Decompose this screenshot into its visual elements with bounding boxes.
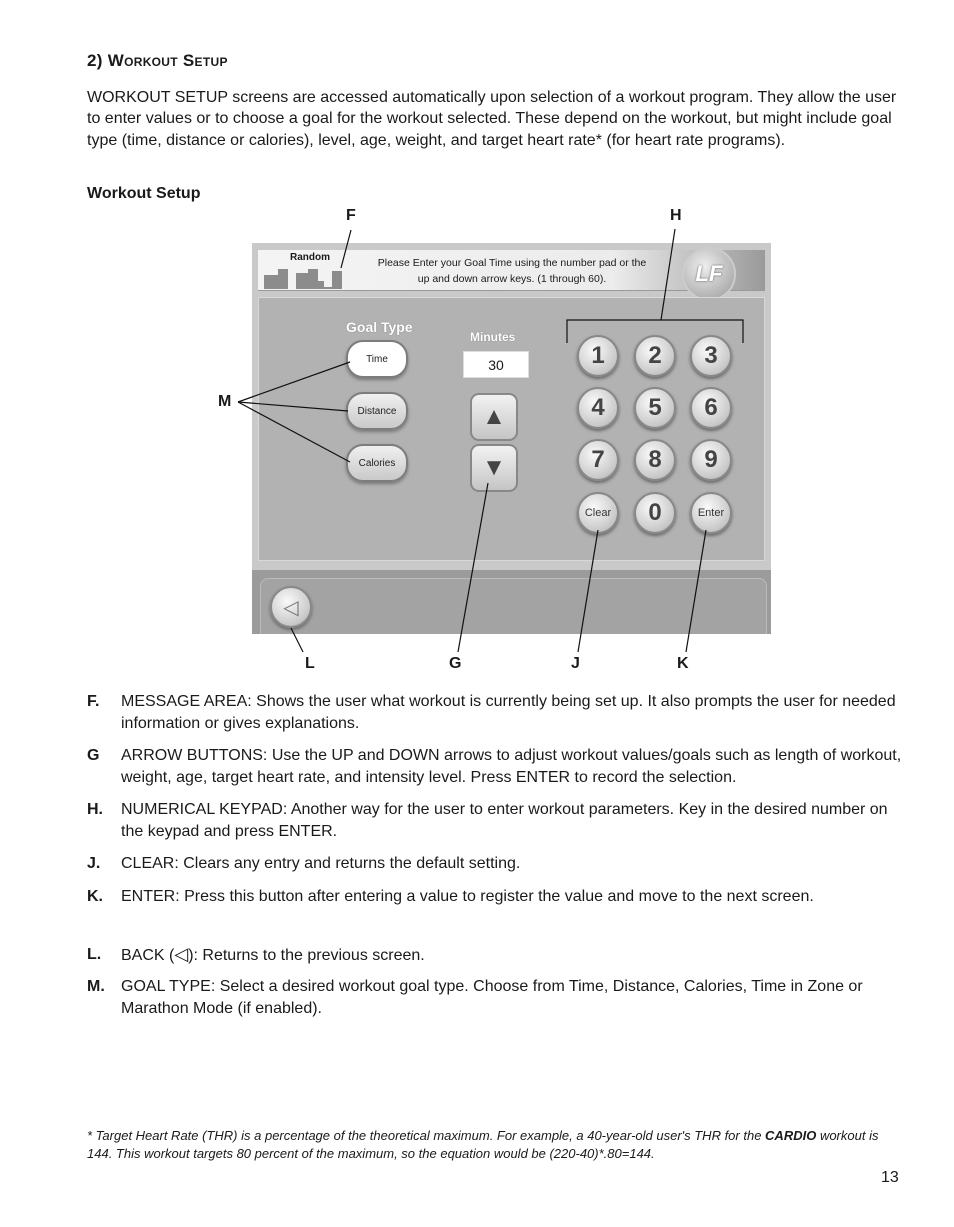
keypad-3-button[interactable]: 3 [690, 335, 732, 377]
item-l [87, 944, 907, 967]
item-label: K. [87, 888, 103, 905]
item-label: G [87, 747, 100, 764]
footnote-text-1: * Target Heart Rate (THR) is a percentage of the theoretical maximum. For example, a 40-year-old user's THR for the [87, 1128, 766, 1143]
callout-m: M [218, 393, 232, 410]
keypad-5-button[interactable]: 5 [634, 387, 676, 429]
goal-time-button[interactable]: Time [346, 340, 408, 378]
keypad-1-button[interactable]: 1 [577, 335, 619, 377]
section-heading [87, 51, 228, 71]
item-label: J. [87, 855, 101, 872]
footnote-bold: CARDIO [765, 1128, 817, 1143]
page-number: 13 [881, 1169, 899, 1186]
figure-subheading: Workout Setup [87, 185, 201, 202]
keypad-2-button[interactable]: 2 [634, 335, 676, 377]
footnote-text-2: workout is 144. This workout targets 80 percent of the maximum, so the equation would be (220-40)*.80=144. [87, 1128, 879, 1161]
item-text-before: BACK ( [121, 947, 175, 964]
item-text [121, 944, 907, 967]
item-label: H. [87, 801, 103, 818]
minutes-value-field[interactable]: 30 [463, 351, 529, 378]
item-h [87, 799, 907, 842]
item-j [87, 853, 907, 875]
section-number: 2) [87, 51, 103, 70]
callout-j: J [571, 655, 580, 672]
footnote [87, 1127, 907, 1162]
item-text: NUMERICAL KEYPAD: Another way for the user to enter workout parameters. Key in the desired number on the keypad and press ENTER. [121, 801, 888, 840]
keypad-8-button[interactable]: 8 [634, 439, 676, 481]
callout-l: L [305, 655, 315, 672]
lf-logo: LF [682, 247, 736, 301]
item-text: MESSAGE AREA: Shows the user what workout is currently being set up. It also prompts the user for needed information or gives explanations. [121, 693, 896, 732]
back-button[interactable] [270, 586, 312, 628]
goal-calories-button[interactable]: Calories [346, 444, 408, 482]
keypad-6-button[interactable]: 6 [690, 387, 732, 429]
goal-distance-button[interactable]: Distance [346, 392, 408, 430]
message-line-2: up and down arrow keys. (1 through 60). [417, 273, 607, 285]
keypad-9-button[interactable]: 9 [690, 439, 732, 481]
item-k [87, 886, 907, 908]
item-text: GOAL TYPE: Select a desired workout goal type. Choose from Time, Distance, Calories, Time in Zone or Marathon Mode (if enabled). [121, 978, 863, 1017]
program-profile-icon [264, 261, 356, 289]
keypad-7-button[interactable]: 7 [577, 439, 619, 481]
intro-paragraph: WORKOUT SETUP screens are accessed automatically upon selection of a workout program. They allow the user to enter values or to choose a goal for the workout selected. These depend on the workout, but might include goal type (time, distance or calories), level, age, weight, and target heart rate* (for heart rate programs). [87, 89, 897, 149]
minutes-label: Minutes [470, 330, 516, 344]
goal-type-label: Goal Type [346, 319, 413, 335]
callout-k: K [677, 655, 689, 672]
item-f [87, 691, 907, 734]
callout-h: H [670, 207, 682, 224]
item-text-after: ): Returns to the previous screen. [188, 947, 425, 964]
item-label: L. [87, 946, 102, 963]
section-title: Workout Setup [107, 51, 228, 70]
message-line-1: Please Enter your Goal Time using the number pad or the [377, 257, 647, 269]
keypad-clear-button[interactable]: Clear [577, 492, 619, 534]
item-label: F. [87, 693, 100, 710]
item-text: CLEAR: Clears any entry and returns the default setting. [121, 855, 521, 872]
up-arrow-button[interactable] [470, 393, 518, 441]
back-triangle-icon: ◁ [174, 944, 189, 964]
item-g [87, 745, 907, 788]
bottom-bar-inner [260, 578, 767, 634]
keypad-0-button[interactable]: 0 [634, 492, 676, 534]
message-text [352, 255, 672, 287]
keypad-enter-button[interactable]: Enter [690, 492, 732, 534]
item-text: ARROW BUTTONS: Use the UP and DOWN arrows to adjust workout values/goals such as length of workout, weight, age, target heart rate, and intensity level. Press ENTER to record the selection. [121, 747, 902, 786]
item-m [87, 976, 907, 1019]
arrow-down-icon: ▼ [482, 454, 506, 481]
down-arrow-button[interactable] [470, 444, 518, 492]
callout-f: F [346, 207, 356, 224]
callout-g: G [449, 655, 462, 672]
program-name: Random [290, 252, 330, 263]
item-label: M. [87, 978, 105, 995]
item-text: ENTER: Press this button after entering a value to register the value and move to the next screen. [121, 888, 814, 905]
back-triangle-icon: ◁ [283, 596, 299, 619]
arrow-up-icon: ▲ [482, 403, 506, 430]
keypad-4-button[interactable]: 4 [577, 387, 619, 429]
workout-setup-screenshot [252, 243, 771, 634]
